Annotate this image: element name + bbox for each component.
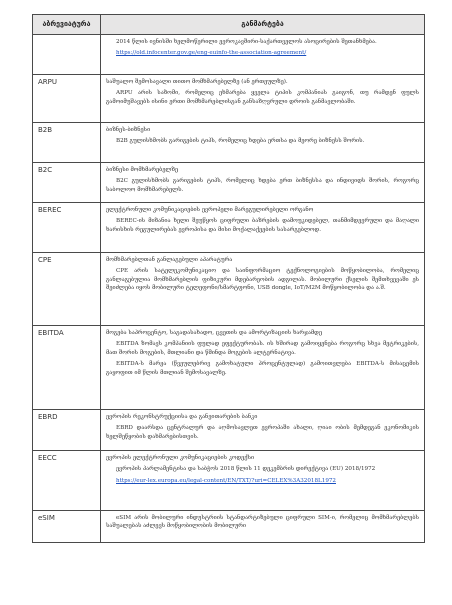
definition-title: ევროპის რეკონსტრუქციისა და განვითარების ბანკი	[106, 414, 258, 420]
abbreviation-cell	[33, 35, 101, 75]
definition-title: მომხმარებლთან განლაგებული აპარატურა	[106, 257, 233, 263]
table-row	[33, 35, 425, 75]
table-header-row	[33, 15, 425, 35]
glossary-page	[32, 14, 424, 543]
abbreviation-cell: BEREC	[33, 203, 101, 253]
definition-cell	[101, 511, 425, 543]
definition-title: ელექტრონული კომუნიკაციების ევროპელი მარეგულირებელი ორგანო	[106, 207, 314, 213]
table-row	[33, 511, 425, 543]
definition-cell	[101, 75, 425, 123]
definition-cell	[101, 253, 425, 326]
abbreviation-cell: ARPU	[33, 75, 101, 123]
definition-title: მოგება საპროცენტო, საგადასახადო, ცვეთის და ამორტიზაციის ხარჯამდე	[106, 330, 322, 336]
definition-title: ევროპის ელექტრონული კომუნიკაციების კოდექსი	[106, 455, 255, 461]
header-definition: განმარტება	[101, 15, 425, 35]
definition-cell	[101, 451, 425, 511]
table-row	[33, 75, 425, 123]
definition-cell	[101, 163, 425, 203]
table-row	[33, 326, 425, 410]
definition-text: EBRD დაარსდა ცენტრალურ და აღმოსავლეთ ევროპაში ახალი, ღიაი ობის მემდეგან ეკონომიკის ხელშეწყობის დახმარებისთვის.	[106, 425, 419, 440]
definition-title: ბიზნესი მომხმარებელზე	[106, 167, 179, 173]
table-row	[33, 163, 425, 203]
definition-text: EBITDA ზომავს კომპანიის ფულად ეფექტურობას. ის ხშირად გამოიყენება როგორც სხვა მეტრიკების, მათ შორის მოგების, მთლიანი და წმინდა მოგების ალტერნატივა.	[106, 341, 419, 356]
abbreviation-cell: EECC	[33, 451, 101, 511]
eur-lex-link[interactable]: https://eur-lex.europa.eu/legal-content/EN/TXT/?uri=CELEX%3A32018L1972	[116, 477, 336, 484]
abbreviation-cell: CPE	[33, 253, 101, 326]
table-row	[33, 123, 425, 163]
definition-text: BEREC-ის მიზანია ხელი შეუწყოს ციფრული ბაზრების დამოუკიდებელ, თანმიმდევრული და მაღალი ხარისხის რეგულირებას ევროპისა და მისი მოქალაქეების სასარგებლოდ.	[106, 218, 419, 233]
table-row	[33, 451, 425, 511]
definition-cell	[101, 203, 425, 253]
definition-cell	[101, 410, 425, 451]
definition-cell	[101, 326, 425, 410]
table-row	[33, 253, 425, 326]
abbreviation-table	[32, 14, 425, 543]
table-row	[33, 410, 425, 451]
header-abbreviation: აბრევიატურა	[33, 15, 101, 35]
definition-text: CPE არის სატელეკომუნიკაციო და საინფორმაციო ტექნოლოგიების მოწყობილობა, რომელიც განლაგებულია მომხმარებლის ფიზიკური მდებარეობის ადგილას. მობილური ქსელის შემთხვევაში ეს შეიძლება იყოს მობილური ტელეფონი/სმარტფონი, USB dongle, IoT/M2M მოწყობილობა და ა.შ.	[106, 268, 419, 292]
definition-text: 2014 წლის ივნისში ხელმოწერილი ევროკავშირი-საქართველოს ასოცირების შეთანხმება.	[116, 39, 377, 45]
definition-text: eSIM არის მობილური ინდუსტრიის სტანდარტიზებული ციფრული SIM-ი, რომელიც მომხმარებლებს საშუალებას აძლევს მოწყობილობის მობილური	[106, 515, 419, 530]
table-row	[33, 203, 425, 253]
definition-cell	[101, 123, 425, 163]
definition-title: ბიზნეს-ბიზნესი	[106, 127, 151, 133]
abbreviation-cell: B2C	[33, 163, 101, 203]
definition-cell	[101, 35, 425, 75]
abbreviation-cell: B2B	[33, 123, 101, 163]
abbreviation-cell: eSIM	[33, 511, 101, 543]
abbreviation-cell: EBITDA	[33, 326, 101, 410]
definition-title: საშუალო შემოსავალი თითო მომხმარებელზე (ან ერთეულზე).	[106, 79, 288, 85]
definition-text: ARPU არის საზომი, რომელიც ეხმარება ყველა ტიპის კომპანიას გაიგონ, თუ რამდენ ფულს გამოიმუშავებს ისინი ერთი მომხმარებლისგან განსაზღვრული დროის განმავლობაში.	[106, 90, 419, 105]
definition-text: ევროპის პარლამენტისა და საბჭოს 2018 წლის 11 დეკემბრის დირექტივა (EU) 2018/1972	[116, 466, 376, 473]
definition-text: EBITDA-ს მარჟა (წვეულებრივ გამოხატული პროცენტულად) გამოითვლება EBITDA-ს მისაცემის გაყოფით იმ წლის მთლიან შემოსავალზე.	[106, 361, 419, 376]
association-agreement-link[interactable]: https://old.infocenter.gov.ge/eng-euinfo-the-association-agreement/	[116, 50, 307, 57]
definition-text: B2C გულისხმობს გარიგების ტიპს, რომელიც ხდება ერთ ბიზნესსა და ინდივიდს შორის, როგორც საბოლოო მომხმარებელს.	[106, 178, 419, 193]
definition-text: B2B გულისხმობს გარიგების ტიპს, რომელიც ხდება ერთსა და მეორე ბიზნესს შორის.	[116, 138, 365, 145]
abbreviation-cell: EBRD	[33, 410, 101, 451]
